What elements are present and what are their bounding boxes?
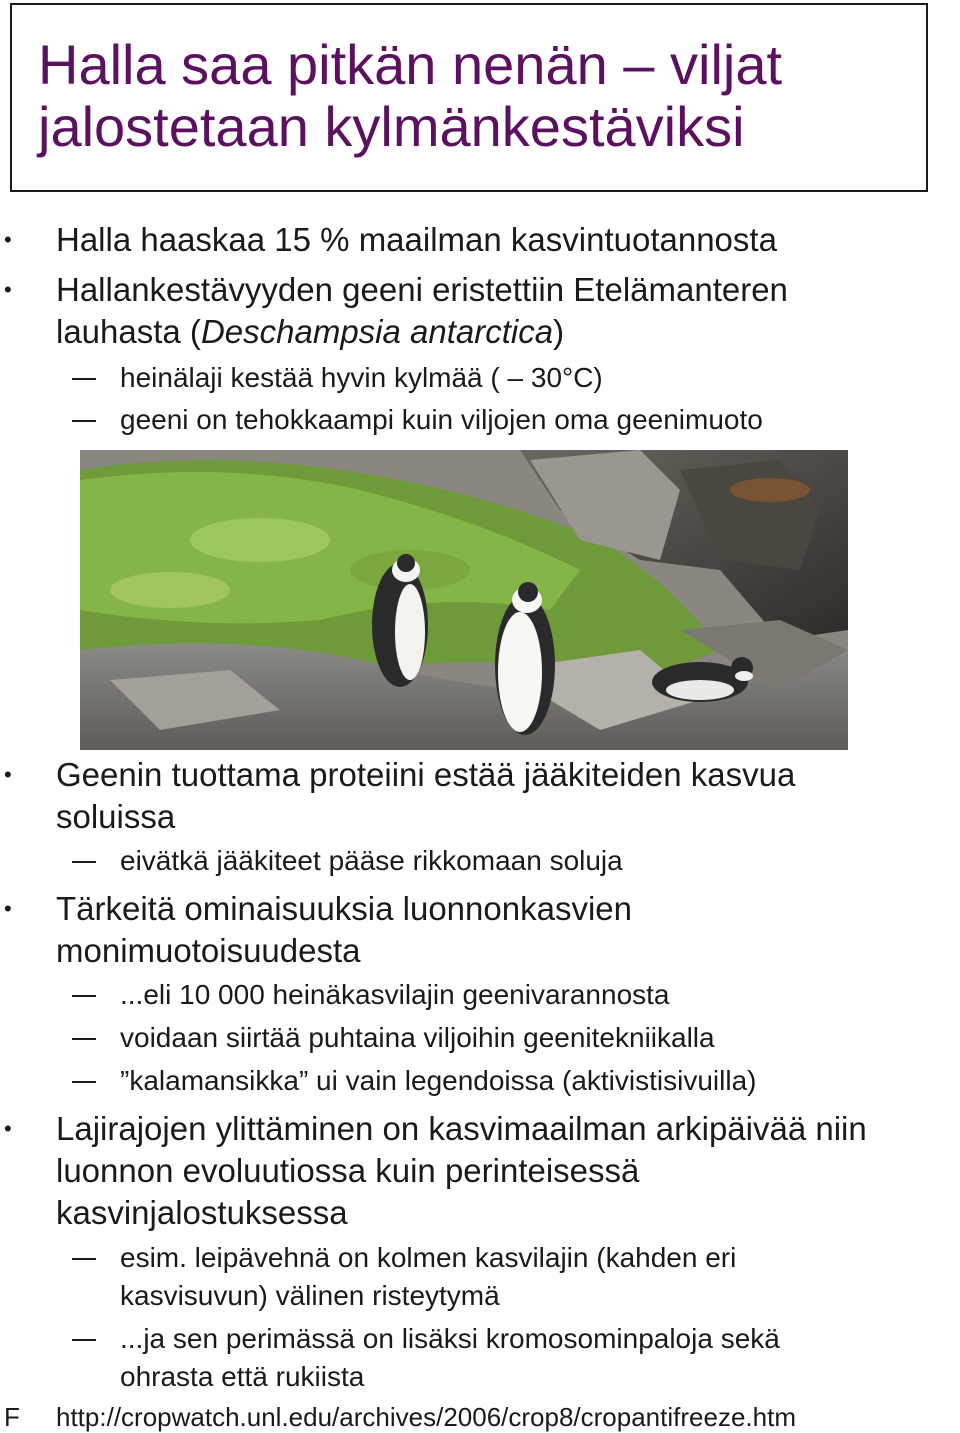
bullet-3-line-2: soluissa — [56, 798, 176, 835]
slide-title — [38, 34, 918, 158]
dash-marker — [72, 995, 96, 997]
bullet-3-sub-1: eivätkä jääkiteet pääse rikkomaan soluja — [120, 845, 623, 876]
bullet-dot: • — [4, 1116, 12, 1141]
dash-marker — [72, 378, 96, 380]
bullet-2-line-1: Hallankestävyyden geeni eristettiin Etelämanteren — [56, 271, 788, 308]
bullet-4-sub-1: ...eli 10 000 heinäkasvilajin geenivarannosta — [120, 979, 670, 1010]
title-line-1: Halla saa pitkän nenän – viljat — [38, 33, 783, 96]
bullet-4-sub-3: ”kalamansikka” ui vain legendoissa (aktivistisivuilla) — [120, 1065, 757, 1096]
dash-marker — [72, 1339, 96, 1341]
bullet-4-sub-2: voidaan siirtää puhtaina viljoihin geenitekniikalla — [120, 1022, 715, 1053]
source-link[interactable]: http://cropwatch.unl.edu/archives/2006/crop8/cropantifreeze.htm — [56, 1402, 796, 1432]
dash-marker — [72, 1081, 96, 1083]
bullet-5-sub-1-line-1: esim. leipävehnä on kolmen kasvilajin (kahden eri — [120, 1242, 737, 1273]
footer-marker: F — [4, 1402, 20, 1432]
bullet-2-close: ) — [553, 313, 565, 350]
bullet-2-sub-2: geeni on tehokkaampi kuin viljojen oma geenimuoto — [120, 404, 763, 435]
title-line-2: jalostetaan kylmänkestäviksi — [38, 95, 745, 158]
bullet-dot: • — [4, 896, 12, 921]
bullet-dot: • — [4, 227, 12, 252]
species-name: Deschampsia antarctica — [200, 313, 554, 350]
bullet-2-line-2 — [56, 311, 564, 353]
bullet-5-sub-2-line-2: ohrasta että rukiista — [120, 1361, 365, 1392]
bullet-4-line-1: Tärkeitä ominaisuuksia luonnonkasvien — [56, 890, 632, 927]
bullet-5-line-2: luonnon evoluutiossa kuin perinteisessä — [56, 1152, 640, 1189]
bullet-5-line-1: Lajirajojen ylittäminen on kasvimaailman arkipäivää niin — [56, 1110, 867, 1147]
bullet-2-text: lauhasta ( — [56, 313, 201, 350]
bullet-5-line-3: kasvinjalostuksessa — [56, 1194, 348, 1231]
dash-marker — [72, 420, 96, 422]
dash-marker — [72, 861, 96, 863]
bullet-dot: • — [4, 762, 12, 787]
bullet-dot: • — [4, 277, 12, 302]
bullet-1: Halla haaskaa 15 % maailman kasvintuotannosta — [56, 221, 777, 258]
bullet-5-sub-1-line-2: kasvisuvun) välinen risteytymä — [120, 1280, 500, 1311]
dash-marker — [72, 1258, 96, 1260]
bullet-3-line-1: Geenin tuottama proteiini estää jääkiteiden kasvua — [56, 756, 796, 793]
bullet-4-line-2: monimuotoisuudesta — [56, 932, 361, 969]
bullet-2-sub-1: heinälaji kestää hyvin kylmää ( – 30°C) — [120, 362, 603, 393]
penguins-on-grassy-rocks-image — [80, 450, 848, 750]
bullet-5-sub-2-line-1: ...ja sen perimässä on lisäksi kromosominpaloja sekä — [120, 1323, 780, 1354]
dash-marker — [72, 1038, 96, 1040]
